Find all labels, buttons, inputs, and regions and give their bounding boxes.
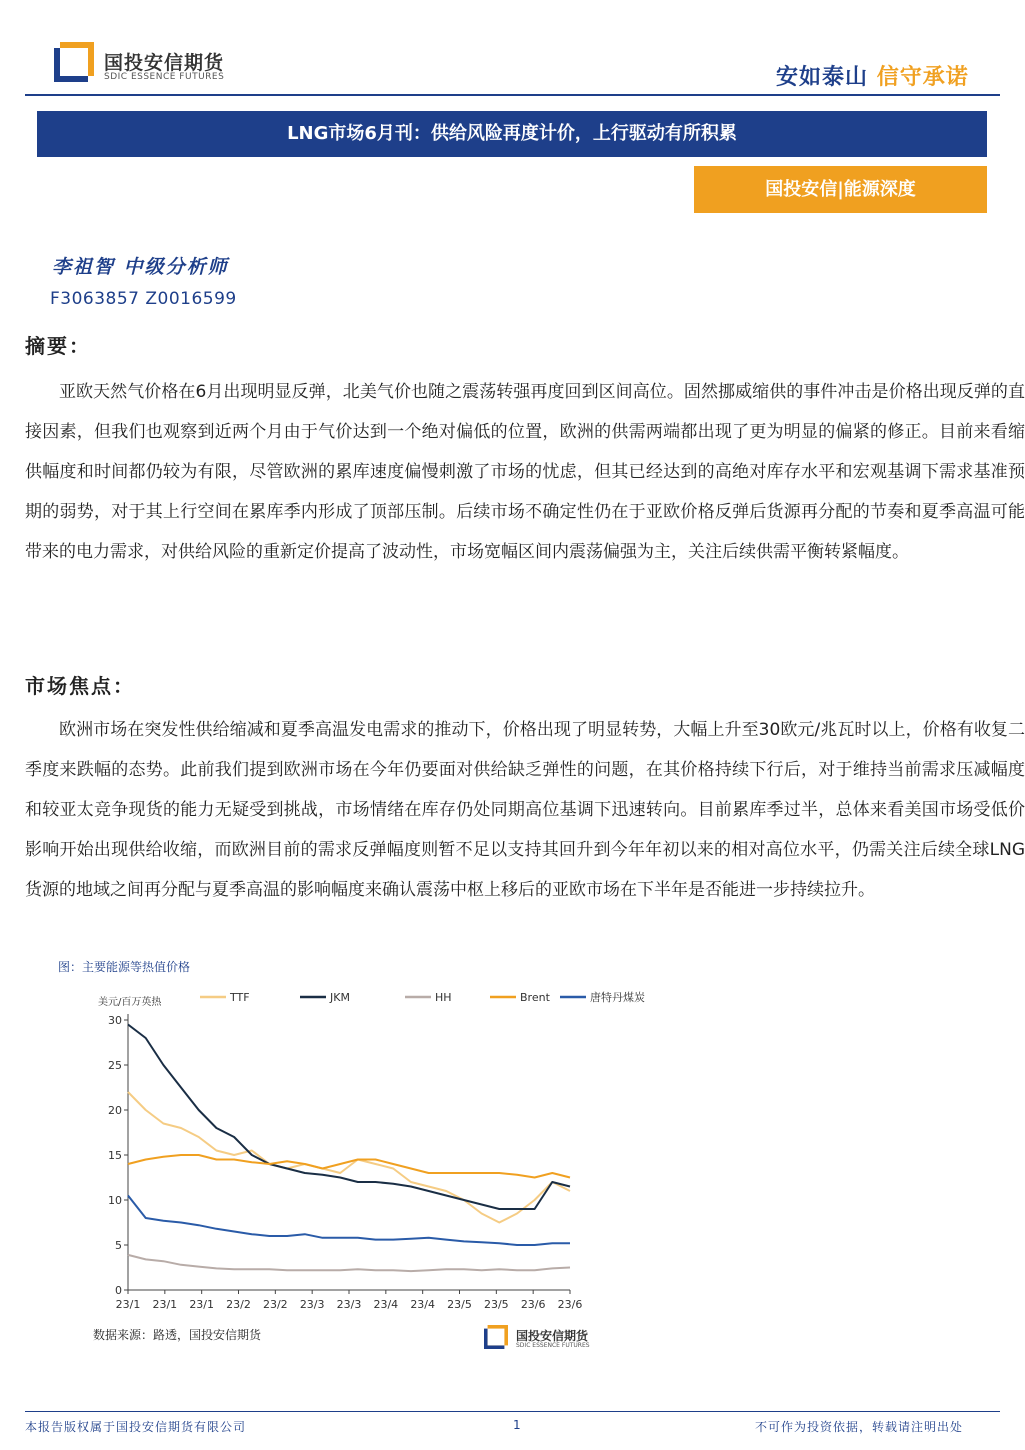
slogan-part2: 信守承诺 — [876, 65, 969, 90]
energy-price-chart — [60, 980, 645, 1320]
report-title: LNG市场6月刊：供给风险再度计价，上行驱动有所积累 — [37, 111, 987, 157]
y-tick-label: 0 — [115, 1284, 122, 1297]
x-tick-label: 23/6 — [557, 1298, 583, 1311]
focus-heading: 市场焦点： — [25, 674, 135, 698]
company-logo-icon — [54, 42, 94, 82]
x-tick-label: 23/6 — [520, 1298, 546, 1311]
x-tick-label: 23/1 — [115, 1298, 141, 1311]
summary-paragraph: 亚欧天然气价格在6月出现明显反弹，北美气价也随之震荡转强再度回到区间高位。固然挪威缩供的事件冲击是价格出现反弹的直接因素，但我们也观察到近两个月由于气价达到一个绝对偏低的位置，欧洲的供需两端都出现了更为明显的偏紧的修正。目前来看缩供幅度和时间都仍较为有限，尽管欧洲的累库速度偏慢刺激了市场的忧虑，但其已经达到的高绝对库存水平和宏观基调下需求基准预期的弱势，对于其上行空间在累库季内形成了顶部压制。后续市场不确定性仍在于亚欧价格反弹后货源再分配的节奏和夏季高温可能带来的电力需求，对供给风险的重新定价提高了波动性，市场宽幅区间内震荡偏强为主，关注后续供需平衡转紧幅度。 — [25, 382, 1025, 562]
x-tick-label: 23/2 — [226, 1298, 251, 1311]
y-tick-label: 25 — [108, 1059, 122, 1072]
slogan-part1: 安如泰山 — [776, 65, 869, 90]
author-name: 李祖智 中级分析师 — [52, 256, 229, 278]
footer-disclaimer: 不可作为投资依据，转载请注明出处 — [755, 1420, 964, 1434]
page-number: 1 — [513, 1418, 521, 1432]
y-tick-label: 30 — [108, 1014, 122, 1027]
company-name-cn: 国投安信期货 — [104, 52, 225, 74]
focus-paragraph: 欧洲市场在突发性供给缩减和夏季高温发电需求的推动下，价格出现了明显转势，大幅上升至30欧元/兆瓦时以上，价格有收复二季度来跌幅的态势。此前我们提到欧洲市场在今年仍要面对供给缺乏弹性的问题，在其价格持续下行后，对于维持当前需求压减幅度和较亚太竞争现货的能力无疑受到挑战，市场情绪在库存仍处同期高位基调下迅速转向。目前累库季过半，总体来看美国市场受低价影响开始出现供给收缩，而欧洲目前的需求反弹幅度则暂不足以支持其回升到今年年初以来的相对高位水平，仍需关注后续全球LNG货源的地域之间再分配与夏季高温的影响幅度来确认震荡中枢上移后的亚欧市场在下半年是否能进一步持续拉升。 — [25, 720, 1025, 900]
report-tag: 国投安信|能源深度 — [694, 166, 987, 213]
footer-divider — [25, 1411, 1000, 1412]
company-name-en-small: SDIC ESSENCE FUTURES — [516, 1342, 590, 1349]
figure-title: 图：主要能源等热值价格 — [58, 960, 191, 974]
summary-text — [25, 372, 1025, 572]
y-tick-label: 15 — [108, 1149, 122, 1162]
legend-label-TTF: TTF — [230, 991, 250, 1004]
author-ids: F3063857 Z0016599 — [50, 289, 237, 309]
x-tick-label: 23/4 — [410, 1298, 436, 1311]
summary-heading: 摘要： — [25, 334, 91, 358]
x-tick-label: 23/1 — [152, 1298, 178, 1311]
x-tick-label: 23/3 — [336, 1298, 362, 1311]
series-line-HH — [128, 1255, 570, 1271]
legend-label-JKM: JKM — [330, 991, 350, 1004]
x-tick-label: 23/5 — [483, 1298, 509, 1311]
company-name-en: SDIC ESSENCE FUTURES — [104, 72, 225, 82]
y-tick-label: 10 — [108, 1194, 122, 1207]
x-tick-label: 23/1 — [189, 1298, 215, 1311]
x-tick-label: 23/3 — [299, 1298, 325, 1311]
legend-label-HH: HH — [435, 991, 452, 1004]
legend-label-唐特丹煤炭: 唐特丹煤炭 — [590, 991, 645, 1004]
company-logo-small-icon — [484, 1325, 508, 1349]
x-tick-label: 23/4 — [373, 1298, 399, 1311]
x-tick-label: 23/5 — [447, 1298, 472, 1311]
header-divider — [25, 94, 1000, 96]
legend-label-Brent: Brent — [520, 991, 550, 1004]
series-line-TTF — [128, 1092, 570, 1223]
y-tick-label: 20 — [108, 1104, 122, 1117]
focus-text — [25, 710, 1025, 910]
footer-copyright: 本报告版权属于国投安信期货有限公司 — [25, 1420, 247, 1434]
company-name-cn-small: 国投安信期货 — [516, 1329, 589, 1343]
slogan — [776, 60, 969, 91]
y-tick-label: 5 — [115, 1239, 122, 1252]
series-line-JKM — [128, 1025, 570, 1210]
x-tick-label: 23/2 — [262, 1298, 288, 1311]
y-axis-label: 美元/百万英热 — [98, 997, 162, 1008]
figure-source: 数据来源：路透，国投安信期货 — [93, 1328, 262, 1342]
